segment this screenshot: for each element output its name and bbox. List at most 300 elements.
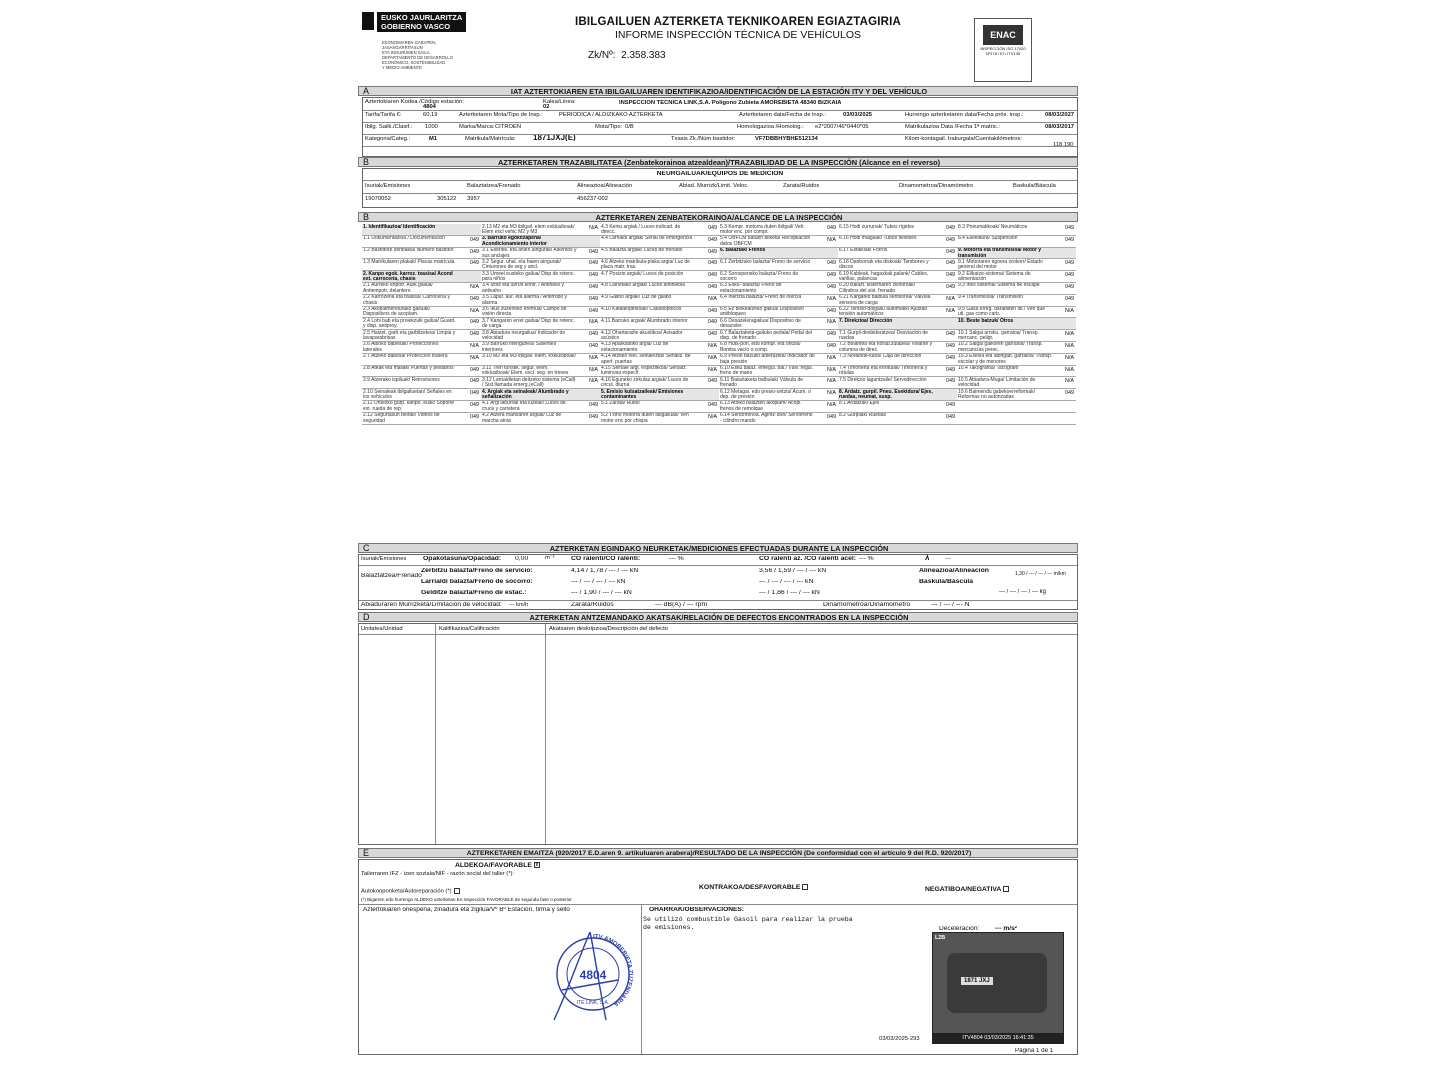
scope-item-label: 9.3 Ihes sistema/ Sistema de escape (958, 282, 1040, 289)
section-b-header: B AZTERKETAREN TRAZABILITATEA (Zenbatekorainoa atzealdean)/TRAZABILIDAD DE LA INSPECCIÓN (Alcance en el reverso) (358, 157, 1078, 167)
scope-item-label: 6.1 Zerbitzuko balazta/ Freno de servicio (720, 259, 811, 265)
scope-item (362, 236, 481, 248)
service-brake-label: Zerbitzu balazta/Freno de servicio: (421, 568, 533, 574)
braking-label: Balaztatzea/Frenado (361, 573, 422, 579)
scope-item-value: 049 (589, 248, 598, 255)
scope-item (719, 401, 838, 413)
section-e-header: E AZTERKETAREN EMAITZA (920/2017 E.D.aren 9. artikuluaren arabera)/RESULTADO DE LA INSPECCIÓN (De conformidad con el artículo 9 del R.D. 920/2017) (358, 848, 1078, 858)
scope-item-value: N/A (470, 283, 479, 290)
scope-item-label: 6.20 Balazt. sistemaren zilindroak/ Cilindros del sist. frenado (839, 282, 916, 294)
scope-item (957, 236, 1076, 248)
scope-item-value: 049 (1065, 260, 1074, 267)
favorable-checkbox: x (535, 862, 539, 868)
scope-item-value: 049 (589, 283, 598, 290)
scope-item-label: 6.16 Hodi malguak/ Tubos flexibles (839, 235, 917, 242)
scope-item (600, 318, 719, 330)
scope-item-value: 049 (708, 236, 717, 243)
alignment-label: Alineazioa/Alineación (919, 568, 989, 574)
scope-item (362, 330, 481, 342)
scope-item-value: 049 (827, 260, 836, 267)
equip-emissions-id-2: 305122 (437, 196, 457, 202)
negative-result: NEGATIBOA/NEGATIVA (925, 886, 1009, 893)
scope-item-value: 049 (827, 342, 836, 349)
scope-item-label: 4.1 Argi laburrak eta luzeak/ Luces de cruce y carretera (482, 400, 566, 412)
scope-item-label: 8.4 Esekidura/ Suspensión (958, 235, 1018, 242)
scope-item-label: 6.4 Inertzia balazta/ Freno de inercia (720, 294, 802, 301)
scope-item (481, 283, 600, 295)
scope-item (362, 389, 481, 401)
scope-item-value: 049 (470, 413, 479, 420)
scope-item (481, 366, 600, 378)
scope-item-label: 7.4 Timoneria eta errotulak/ Timonería y rótulas (839, 365, 928, 377)
scope-item-value: 049 (708, 283, 717, 290)
equip-emissions: Isuriak/Emisiones (365, 183, 411, 189)
scope-item-value: N/A (946, 295, 955, 302)
scope-item-value: 049 (827, 272, 836, 279)
next-inspection-date: 08/03/2027 (1045, 112, 1075, 118)
line-value: 02 (543, 104, 550, 110)
report-number: Zk/Nº: 2.358.383 (588, 50, 666, 61)
scope-item-value: 049 (470, 401, 479, 408)
observations-label: OHARRAK/OBSERVACIONES: (649, 907, 745, 913)
inspection-scope-grid (362, 224, 1078, 542)
scope-item-label: 3.10 M2 eta M3 ibilgail. elem. exklusiboak/ (482, 353, 576, 360)
scope-column (600, 224, 719, 425)
page-number: Página 1 de 1 (1015, 1048, 1054, 1054)
scope-item (838, 413, 957, 425)
scope-item-value: 049 (708, 272, 717, 279)
scope-item-value: 049 (946, 272, 955, 279)
scope-item (838, 354, 957, 366)
scope-item-label: 3. Barruko egokitzapena/ Acondicionamiento interior (482, 235, 548, 247)
scope-item (600, 401, 719, 413)
scope-item-label: 5.3 Kompr. motorra duten ibilgail/ Veh. motor enc. por compr. (720, 224, 805, 235)
photo-caption: ITV4804 03/03/2025 16:41:35 (933, 1033, 1063, 1043)
scope-item (600, 307, 719, 319)
department-name: EKONOMIAREN GARAPEN, JASANGARRITASUN ETA INGURUMEN SAILA DEPARTAMENTO DE DESARROLLO ECONÓMICO, SOSTENIBILIDAD Y MEDIO AMBIENTE (382, 40, 453, 71)
co-value: --- % (669, 556, 684, 562)
scope-item-value: 049 (470, 331, 479, 338)
scope-item-value: N/A (827, 390, 836, 397)
scope-item-value: 049 (946, 225, 955, 231)
dynamometer-value: --- / --- / --- N (931, 602, 970, 608)
scope-item-label: 4.5 Balazta argiak/ Luces de frenado (601, 247, 683, 254)
scope-item-value: 049 (470, 248, 479, 255)
unfavorable-checkbox (802, 884, 808, 890)
scope-item-value: N/A (708, 366, 717, 373)
scope-item-value: N/A (589, 225, 598, 231)
scope-item (362, 248, 481, 260)
equip-scale: Baskula/Báscula (1013, 183, 1056, 189)
scope-column (362, 224, 481, 425)
scope-item (719, 307, 838, 319)
scope-item-value: N/A (827, 354, 836, 361)
scope-item-value: N/A (1065, 331, 1074, 338)
scope-item-label: 4.7 Posizio argiak/ Luces de posición (601, 271, 684, 277)
scope-item-value: N/A (589, 366, 598, 373)
scope-item-label: 2.11 Ordezko gurp. kanpo. eusk/ Soporte ext. rueda de rep. (363, 400, 455, 412)
observations-line-1: Se utilizó combustible Gasoil para realizar la prueba (643, 916, 853, 923)
scope-item (957, 295, 1076, 307)
inspection-type: PERIODICA / ALDIZKAKO AZTERKETA (559, 112, 663, 118)
emissions-label: Isuriak/Emisiones (361, 556, 407, 562)
homologation-value: e2*2007/46*0440*05 (815, 124, 869, 130)
scope-item-value: N/A (827, 401, 836, 408)
scope-item (719, 295, 838, 307)
scope-item-value: 049 (946, 354, 955, 361)
scope-item (838, 271, 957, 283)
scope-item-label: 2.1 Aurreko enpotr. Aurk.gailua/ Antiempotr. delantero (363, 282, 433, 294)
brand-label: Marka/Marca: (459, 124, 495, 130)
scope-item-label: 4.13 Aparkaldiko argia/ Luz de estacionamiento (601, 341, 669, 353)
scope-item-value: N/A (589, 319, 598, 326)
scope-item (838, 224, 957, 236)
scope-item-value: 049 (470, 236, 479, 243)
scope-item (719, 342, 838, 354)
scope-item-value: N/A (708, 295, 717, 302)
scope-item-label: 5. Emisio kutsatzaileak/ Emisiones contaminantes (601, 389, 684, 401)
scope-item-value: 049 (589, 307, 598, 314)
scope-item-label: 5.1 Zarata/ Ruido (601, 400, 640, 407)
scope-item (838, 259, 957, 271)
scope-item-value: 049 (708, 401, 717, 408)
lambda-label: λ (925, 555, 930, 562)
scope-item (481, 389, 600, 401)
scope-item (838, 401, 957, 413)
scope-item (481, 330, 600, 342)
scope-item-value: 049 (1065, 272, 1074, 279)
category-label: Kategoria/Categ.: (365, 136, 411, 142)
scope-item-label: 3.9 Barruko irtengunea/ Salientes interiores (482, 341, 557, 353)
next-date-label: Hurrengo azterketaren data/Fecha próx. insp.: (905, 112, 1024, 118)
scope-item-value: 049 (470, 378, 479, 385)
scope-item-label: 8. Ardatz. gurpil. Pneu. Esekidura/ Ejes, ruedas, neumat, susp. (839, 389, 933, 401)
scope-item (719, 236, 838, 248)
scope-item (600, 389, 719, 401)
class-label: Ibilg. Sailk./Clasif.: (365, 124, 413, 130)
defects-table (358, 623, 1078, 845)
scope-item-label: 2.3 Akoplamendurako gailuak/ Dispositivos de acoplam. (363, 306, 430, 318)
scope-item-value: 049 (1065, 295, 1074, 302)
model-value: 0/B (625, 124, 634, 130)
scope-item-label: 10.2 Salgai galkoren garraioa/ Transp. mercancías perec. (958, 341, 1043, 353)
registration-date-label: Matrikulazioa Data /Fecha 1ª matric.: (905, 124, 1000, 130)
scope-item (957, 283, 1076, 295)
scope-item-label: 10.1 Salgai arrsku. garraioa/ Transp. mercanc. peligr. (958, 330, 1039, 342)
report-header (358, 10, 1078, 82)
scope-item (362, 271, 481, 283)
scope-item (957, 342, 1076, 354)
scope-item (719, 330, 838, 342)
scope-item-label: 4.4 Larrialdi argiak/ Señal de emergencia (601, 235, 693, 242)
class-value: 1000 (425, 124, 438, 130)
scope-item-label: 4.2 Atzera martxaren argiak/ Luz de marcha atrás (482, 412, 562, 424)
scope-item (481, 377, 600, 389)
scope-item-value: 049 (589, 413, 598, 420)
scope-item-value: N/A (470, 354, 479, 361)
scope-item-value: N/A (827, 366, 836, 373)
scope-item-label: 1. Identifikazioa/ Identificación (363, 224, 436, 230)
scope-item-label: 8.3 Pneumatikoak/ Neumáticos (958, 224, 1028, 230)
scope-item (719, 271, 838, 283)
photo-plate: 1871 JXJ (961, 977, 993, 985)
scope-item (481, 295, 600, 307)
scope-item (719, 389, 838, 401)
scope-item-label: 6.6 Desazeleragailua/ Dispositivo de desaceler. (720, 318, 801, 330)
scope-item-value: N/A (946, 307, 955, 314)
scope-item-label: 4.16 Eguneko zirkulaz.argiak/ Luces de circul. diurna (601, 377, 689, 389)
observations-line-2: de emisiones. (643, 924, 695, 931)
scope-item-value: 049 (1065, 283, 1074, 290)
km-label: Kilom-kontagail. Irakurgala/Cuentakilómetros: (905, 136, 1022, 142)
scope-item-label: 6.15 Hodi zurrunak/ Tubos rígidos (839, 224, 915, 230)
scope-item-label: 4.15 Seinale argi. espezifikoa/ Señaliz. luminosa específ. (601, 365, 687, 377)
scope-item (362, 224, 481, 236)
scope-item (838, 318, 957, 330)
parking-brake-label: Gelditze balazta/Freno de estac.: (421, 590, 527, 596)
scope-item (957, 224, 1076, 236)
scope-item (957, 307, 1076, 319)
scope-item (957, 413, 1076, 425)
scope-item-value: 049 (1065, 390, 1074, 397)
scope-item (838, 236, 957, 248)
scope-item-value: N/A (708, 342, 717, 349)
scope-item-value: 049 (946, 401, 955, 408)
scope-item-value: N/A (827, 319, 836, 326)
scope-item-value: 049 (470, 260, 479, 267)
equip-alignment-id: 456237-002 (577, 196, 608, 202)
scope-item-label: 2.8 Ateak eta mailak/ Puertas y peldaños (363, 365, 454, 372)
scope-item-label: 8.1 Ardatzak/ Ejes (839, 400, 880, 407)
scope-item-label: 5.4 OBFCM datuen bilketa/ Recopilación datos OBFCM (720, 235, 811, 247)
scope-item (600, 224, 719, 236)
dynamometer-label: Dinamometroa/Dinamómetro (823, 602, 911, 608)
scope-item-value: 049 (708, 331, 717, 338)
scope-item-label: 6.19 Kableak, hagaxkak,palank/ Cables, varillas, palancas (839, 271, 929, 283)
section-a-header: A IAT AZTERTOKIAREN ETA IBILGAILUAREN IDENTIFIKAZIOA/IDENTIFICACIÓN DE LA ESTACIÓN ITV Y DEL VEHÍCULO (358, 86, 1078, 96)
scope-item (957, 377, 1076, 389)
scope-item (600, 271, 719, 283)
scope-item-label: 3.4 Izotz eta lurrun kontr. / Antihielo y antivaho (482, 282, 564, 294)
scope-item-label: 6. Balaztak/ Frenos (720, 247, 766, 254)
title-spanish: INFORME INSPECCIÓN TÉCNICA DE VEHÍCULOS (614, 29, 861, 42)
scope-item (838, 389, 957, 401)
defects-col-description: Akatsaren deskripzioa/Descripción del defecto (549, 626, 668, 632)
date-label: Azterketaren data/Fecha de insp.: (739, 112, 827, 118)
scope-item (362, 413, 481, 425)
coat-of-arms-icon (362, 12, 374, 30)
service-brake-force-2: 3,56 / 1,59 / --- / --- kN (759, 568, 827, 574)
scope-item-value: 049 (946, 236, 955, 243)
scope-item-label: 7. Direkzioa/ Dirección (839, 318, 893, 324)
scope-item-label: 4. Argiak eta seinaleak/ Alumbrado y señalización (482, 389, 569, 401)
scope-item (838, 330, 957, 342)
equipment-title: NEURGAILUAK/EQUIPOS DE MEDICIÓN (656, 171, 784, 177)
speed-limit-label: Abiaduraren Murrizketa/Limitación de velocidad: (361, 602, 502, 608)
scope-item-value: 049 (589, 401, 598, 408)
scope-item-label: 4.8 Lainotako argiak/ Luces antiniebla (601, 282, 685, 289)
brand-value: CITROEN (495, 124, 522, 130)
category-value: M1 (429, 136, 438, 142)
photo-tag: L2B (935, 935, 946, 941)
scope-item (719, 259, 838, 271)
scope-item-value: 049 (708, 307, 717, 314)
scope-item-value: 049 (827, 283, 836, 290)
scope-item (481, 248, 600, 260)
model-label: Mota/Tipo: (595, 124, 623, 130)
scope-item-label: 4.3 Keinu argiak / Luces indicad. de direcc. (601, 224, 681, 235)
parking-brake-force: --- / 1,90 / --- / --- kN (571, 590, 632, 596)
scope-item (362, 366, 481, 378)
emergency-brake-force: --- / --- / --- / --- kN (571, 579, 626, 585)
scope-item-value: 049 (708, 260, 717, 267)
scope-item-label: 6.17 Estalkiak/ Forros (839, 247, 888, 254)
vehicle-photo (932, 932, 1064, 1044)
scope-item (600, 259, 719, 271)
scope-item-label: 10.4 Takografoa/ Tacógrafo (958, 365, 1019, 372)
scope-item-value: 049 (946, 331, 955, 338)
enac-badge: ENAC INSPECCIÓN ISO 17020 Nº178 / EI / ITV135 (974, 18, 1032, 82)
scope-item-label: 4.11 Barruko argiak/ Alumbrado interior (601, 318, 688, 324)
scope-item-label: 2.10 Seinaleak ibilgailuetan/ Señales en los vehículos (363, 389, 452, 401)
scope-item-label: 9. Motorra eta transmisioa/ Motor y transmisión (958, 247, 1042, 259)
document-reference: 03/03/2025-293 (879, 1036, 920, 1042)
scope-item (481, 413, 600, 425)
scope-item-label: 6.13 Atoiko balazten akoplam/ Acopl. frenos de remolque (720, 400, 802, 412)
scope-item-label: 6.12 Metagai. edo presio-ontzia/ Acum. o dep. de presión (720, 389, 811, 401)
equip-dynamometer: Dinamometroa/Dinamómetro (899, 183, 974, 189)
scope-item (481, 354, 600, 366)
scope-item-label: 6.18 Danborrak eta diskoak/ Tambores y discos (839, 259, 929, 271)
scope-item-value: 049 (589, 331, 598, 338)
scope-item (838, 366, 957, 378)
scope-item-value: 049 (1065, 236, 1074, 243)
scope-item-label: 2. Kanpo egok. karroz. txasisa/ Acond ext. carrocería, chasis (363, 271, 453, 283)
scope-item (957, 248, 1076, 260)
scope-item-value: 049 (708, 225, 717, 231)
scope-item (481, 342, 600, 354)
scope-item (719, 248, 838, 260)
scope-item-value: N/A (827, 378, 836, 385)
noise-value: --- dB(A) / --- rpm (655, 602, 708, 608)
scope-item-label: 3.12 Larrialdietan deitzeko sistema (eCall) / Sist.llamada emerg.(eCall) (482, 377, 576, 389)
homologation-label: Homologazioa /Homolog.: (737, 124, 804, 130)
scope-item (600, 330, 719, 342)
scope-item-label: 6.5 Ez blokeatzeko gailua/ Dispositivo antibloqueo (720, 306, 804, 318)
scope-item-label: 2.12 Segurtasun beirak/ Vidrios de seguridad (363, 412, 440, 424)
scope-item-label: 10.6 Baimendu gabekoerreformak/ Reformas no autorizadas (958, 389, 1035, 401)
scope-item (957, 259, 1076, 271)
negative-checkbox (1003, 886, 1009, 892)
scope-item-label: 10.3 Eskola eta adingab. garraioa/ Transp. escolar y de menores (958, 353, 1053, 365)
equip-alignment: Alineazioa/Alineación (577, 183, 633, 189)
scope-item (362, 354, 481, 366)
equip-braking-id: 3957 (467, 196, 480, 202)
scope-item-label: 2.13 M2 eta M3 ibilgail. elem exklusiboak/ Elem excl vehic M2 y M3 (482, 224, 575, 235)
scope-item (600, 295, 719, 307)
scope-item-value: 049 (946, 378, 955, 385)
section-a-box (362, 97, 1078, 157)
scope-item-value: 049 (589, 260, 598, 267)
scope-item-label: 7.2 Bolantea eta norab.zutabea/ Volante y columna de direc. (839, 341, 933, 353)
scope-item (362, 342, 481, 354)
scope-item-label: 4.10 Katadioptrikoak/ Catadióptricos (601, 306, 682, 313)
scope-item-value: N/A (708, 413, 717, 420)
deceleration-label: Deceleración: (939, 926, 980, 932)
scope-item-value: 049 (708, 378, 717, 385)
workshop-label: Tailerraren IFZ - izen soziala/NIF - razón social del taller (*): (361, 871, 515, 877)
scope-item-label: 3.8 Abiadura neurgailua/ Indicador de velocidad (482, 330, 566, 342)
co-accel-value: --- % (859, 556, 874, 562)
scope-item-value: 049 (946, 260, 955, 267)
scope-item-label: 9.5 Gasa erreg. darabilten ibi./ Veh que uti. gas como carb. (958, 306, 1046, 318)
scope-item-label: 6.21 Kargarko balbula sentsorea/ Válvula sensora de carga (839, 294, 931, 306)
scope-item (957, 271, 1076, 283)
scope-item-label: 9.4 Transmisioa/ Transmisión (958, 294, 1024, 301)
measurements-box (358, 554, 1078, 610)
parking-brake-force-2: --- / 1,86 / --- / --- kN (759, 590, 820, 596)
scope-item-label: 3.2 Segur. uhal. eta haien aingurak/ Cinturones de seg y ancl. (482, 259, 561, 271)
station-name: INSPECCIÓN TÉCNICA LINK,S.A. Polígono Zubieta AMOREBIETA 48340 BIZKAIA (619, 100, 842, 106)
autorepair-label: Autokonponketa/Autoreparación (*) (361, 888, 460, 895)
scope-item (600, 236, 719, 248)
opacity-label: Opakotasuna/Opacidad: (423, 556, 502, 562)
scope-item-label: 3.6 Ikus zuzeneko eremua/ Campo de visión directa (482, 306, 567, 318)
scope-item (600, 248, 719, 260)
scope-item-label: 4.12 Ohartarazle akustikoa/ Avisador acústico (601, 330, 683, 342)
scope-item (362, 295, 481, 307)
scope-item (362, 318, 481, 330)
defects-col-rating: Kalifikazioa/Calificación (439, 626, 500, 632)
scale-label: Baskula/Báscula (919, 579, 974, 585)
scope-item (362, 401, 481, 413)
signature-label: Aztertokiaren onespena, zinadura eta zigilua/Vº Bº Estación, firma y sello (363, 907, 570, 913)
scope-item (719, 318, 838, 330)
opacity-unit: m⁻¹ (545, 555, 555, 561)
station-code-label: Aztertokiaren Kodea /Código estación: (365, 99, 464, 105)
scope-item-label: 6.10 Esku balaz. emegul. bal./ Válv. regul. freno de mano (720, 365, 814, 377)
scope-item-label: 3.3 Umeei eusteko gailua/ Disp de retenc. para niños (482, 271, 575, 283)
report-titles (558, 16, 918, 41)
scope-item (600, 342, 719, 354)
vin-label: Txasis Zk./Núm bastidor: (671, 136, 736, 142)
scope-item-label: 6.7 Balaztaketa-gailuko pedala/ Pedal del disp. de frenado (720, 330, 813, 342)
scope-item (957, 330, 1076, 342)
unfavorable-result: KONTRAKOA/DESFAVORABLE (699, 884, 808, 891)
co-accel-label: CO ralenti az. /CO ralentí acel: (759, 556, 857, 562)
scope-item-value: N/A (827, 295, 836, 302)
lambda-value: --- (945, 556, 951, 562)
scope-item (719, 366, 838, 378)
alignment-value: 1,30 / --- / --- / --- m/km (1015, 571, 1066, 577)
scope-item (600, 413, 719, 425)
defects-col-unit: Unitatea/Unidad (361, 626, 403, 632)
scope-item (838, 283, 957, 295)
favorable-result: ALDEKOA/FAVORABLE x (455, 862, 539, 869)
scope-item-value: 049 (946, 413, 955, 420)
scope-item (957, 389, 1076, 401)
scope-item-value: N/A (708, 354, 717, 361)
scope-item-value: N/A (470, 342, 479, 349)
scope-item (719, 413, 838, 425)
scope-item (600, 377, 719, 389)
scope-item-value: 049 (827, 307, 836, 314)
scope-item (362, 259, 481, 271)
scope-item-value: 049 (470, 366, 479, 373)
emergency-brake-label: Larrialdi balazta/Freno de socorro: (421, 579, 533, 585)
scope-item-label: 1.2 Bastidore zenbakia/ Número bastidor (363, 247, 454, 254)
scope-column (481, 224, 600, 425)
